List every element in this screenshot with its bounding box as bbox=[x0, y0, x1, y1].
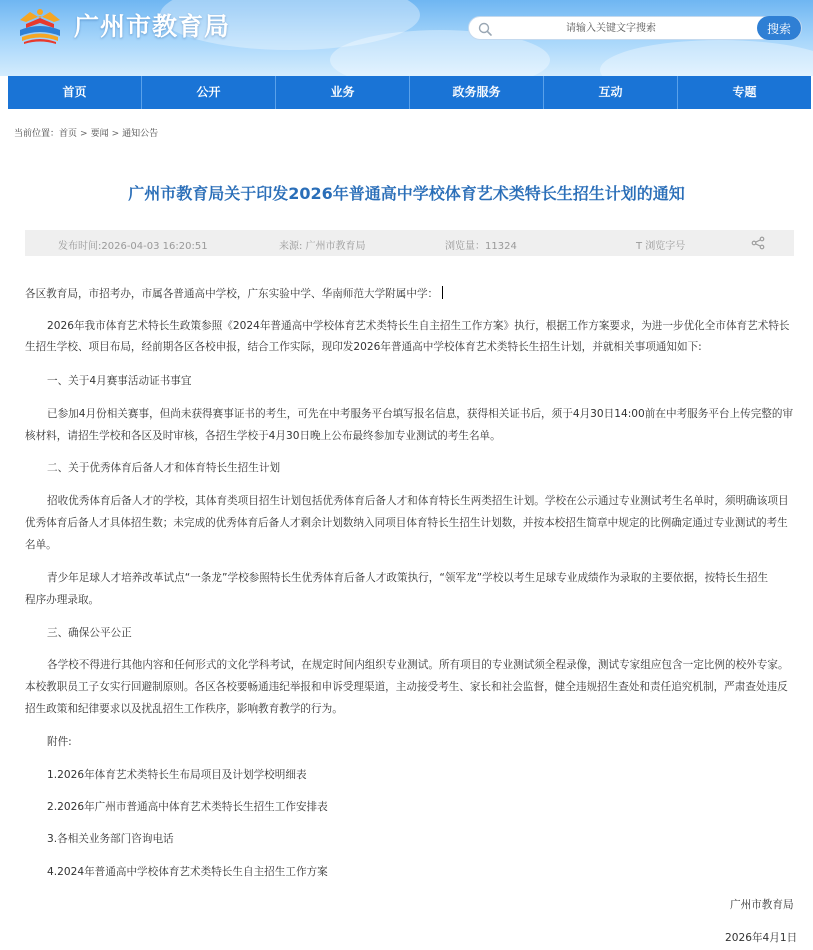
signature-date: 2026年4月1日 bbox=[725, 932, 798, 944]
paragraph-line: 本校教职员工子女实行回避制原则。各区各校要畅通违纪举报和申诉受理渠道，主动接受考生、家长和社会监督，健全违规招生查处和责任追究机制，严肃查处违反 bbox=[25, 681, 788, 693]
paragraph-line: 2026年我市体育艺术特长生政策参照《2024年普通高中学校体育艺术类特长生自主招生工作方案》执行，根据工作方案要求，为进一步优化全市体育艺术特长 bbox=[47, 320, 790, 332]
paragraph-line: 青少年足球人才培养改革试点“一条龙”学校参照特长生优秀体育后备人才政策执行，“领军龙”学校以考生足球专业成绩作为录取的主要依据，按特长生招生 bbox=[47, 572, 769, 584]
nav-item-government-services[interactable]: 政务服务 bbox=[410, 76, 544, 109]
article-title: 广州市教育局关于印发2026年普通高中学校体育艺术类特长生招生计划的通知 bbox=[128, 184, 685, 203]
nav-item-interaction[interactable]: 互动 bbox=[544, 76, 678, 109]
site-title[interactable]: 广州市教育局 bbox=[74, 12, 231, 41]
paragraph-line: 优秀体育后备人才具体招生数；未完成的优秀体育后备人才剩余计划数纳入同项目体育特长生招生计划数，并按本校招生简章中规定的比例确定通过专业测试的考生 bbox=[25, 517, 788, 529]
paragraph-line: 程序办理录取。 bbox=[25, 594, 100, 606]
paragraph-line: 名单。 bbox=[25, 539, 57, 551]
nav-item-topics[interactable]: 专题 bbox=[732, 85, 757, 99]
paragraph-line: 各学校不得进行其他内容和任何形式的文化学科考试，在规定时间内组织专业测试。所有项目的专业测试须全程录像，测试专家组应包含一定比例的校外专家。 bbox=[47, 659, 789, 671]
breadcrumb-separator: > bbox=[80, 129, 88, 139]
paragraph-line: 核材料，请招生学校和各区及时审核，各招生学校于4月30日晚上公布最终参加专业测试的考生名单。 bbox=[25, 430, 501, 442]
nav-item-business[interactable]: 业务 bbox=[276, 76, 410, 109]
nav-item-public[interactable]: 公开 bbox=[142, 76, 276, 109]
text-cursor bbox=[442, 286, 443, 299]
view-count: 浏览量：11324 bbox=[445, 241, 517, 252]
font-size-toggle[interactable]: T 浏览字号 bbox=[636, 241, 686, 252]
education-bureau-logo-icon[interactable] bbox=[14, 6, 66, 46]
attachment-link[interactable]: 4.2024年普通高中学校体育艺术类特长生自主招生工作方案 bbox=[47, 866, 328, 878]
attachment-link[interactable]: 1.2026年体育艺术类特长生布局项目及计划学校明细表 bbox=[47, 769, 307, 781]
attachment-link[interactable]: 3.各相关业务部门咨询电话 bbox=[47, 833, 174, 845]
breadcrumb-home[interactable]: 首页 bbox=[59, 129, 78, 139]
section-heading: 二、关于优秀体育后备人才和体育特长生招生计划 bbox=[47, 462, 281, 474]
search-input[interactable] bbox=[497, 19, 725, 37]
share-icon[interactable] bbox=[751, 236, 765, 250]
salutation-paragraph bbox=[25, 283, 797, 306]
breadcrumb bbox=[14, 126, 158, 139]
search-icon bbox=[477, 21, 493, 37]
paragraph-line: 已参加4月份相关赛事，但尚未获得赛事证书的考生，可先在中考服务平台填写报名信息，获得相关证书后，须于4月30日14:00前在中考服务平台上传完整的审 bbox=[47, 408, 794, 420]
attachments-heading: 附件: bbox=[47, 736, 72, 748]
breadcrumb-prefix: 当前位置： bbox=[14, 129, 60, 139]
paragraph-line: 招收优秀体育后备人才的学校，其体育类项目招生计划包括优秀体育后备人才和体育特长生两类招生计划。学校在公示通过专业测试考生名单时，须明确该项目 bbox=[47, 495, 789, 507]
paragraph-line: 生招生学校、项目布局，经前期各区各校申报，结合工作实际，现印发2026年普通高中学校体育艺术类特长生招生计划，并就相关事项通知如下: bbox=[25, 341, 702, 353]
section-heading: 三、确保公平公正 bbox=[47, 627, 132, 639]
site-header bbox=[0, 0, 813, 76]
article-source: 来源: 广州市教育局 bbox=[279, 241, 366, 252]
breadcrumb-notices[interactable]: 通知公告 bbox=[122, 129, 159, 139]
signature: 广州市教育局 bbox=[730, 899, 794, 911]
breadcrumb-separator: > bbox=[111, 129, 120, 139]
attachment-link[interactable]: 2.2026年广州市普通高中体育艺术类特长生招生工作安排表 bbox=[47, 801, 328, 813]
search-button[interactable]: 搜索 bbox=[757, 16, 801, 40]
main-nav bbox=[8, 76, 811, 109]
salutation-line: 各区教育局，市招考办，市属各普通高中学校，广东实验中学、华南师范大学附属中学： bbox=[25, 288, 439, 300]
nav-item-home[interactable]: 首页 bbox=[8, 76, 142, 109]
publish-time: 发布时间:2026-04-03 16:20:51 bbox=[58, 241, 208, 252]
search-box bbox=[468, 16, 802, 40]
article-meta-bar bbox=[25, 230, 794, 256]
breadcrumb-news[interactable]: 要闻 bbox=[90, 129, 109, 139]
paragraph-line: 招生政策和纪律要求以及扰乱招生工作秩序，影响教育教学的行为。 bbox=[25, 703, 343, 715]
section-heading: 一、关于4月赛事活动证书事宜 bbox=[47, 375, 192, 387]
header-cloud-decoration bbox=[600, 40, 813, 76]
